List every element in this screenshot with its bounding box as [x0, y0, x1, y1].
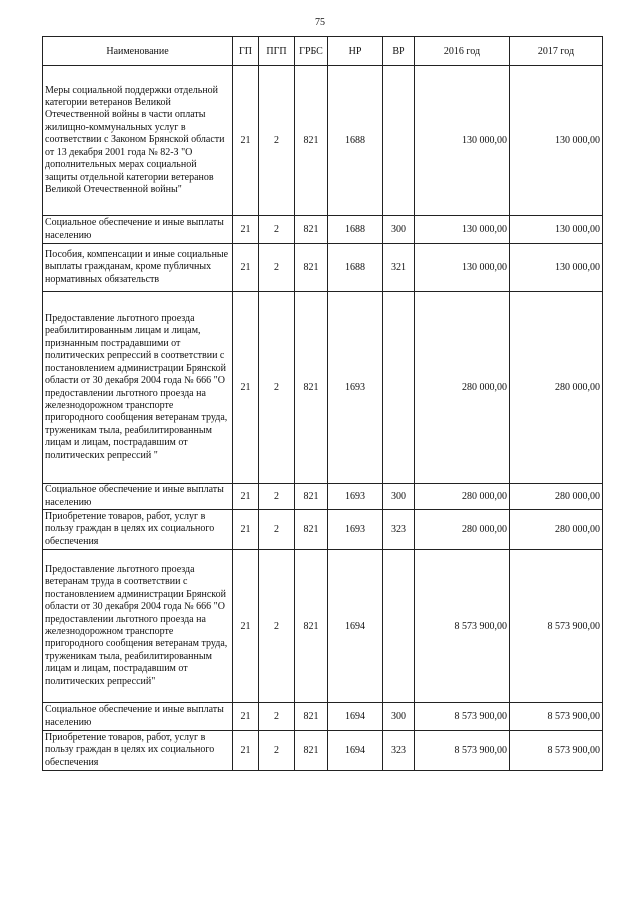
cell-nr: 1693 — [328, 510, 383, 550]
cell-2016: 130 000,00 — [415, 66, 510, 216]
cell-2016: 8 573 900,00 — [415, 731, 510, 771]
cell-vr — [383, 550, 415, 703]
cell-name: Социальное обеспечение и иные выплаты населению — [43, 216, 233, 244]
cell-ppgp: 2 — [259, 510, 295, 550]
cell-2016: 130 000,00 — [415, 216, 510, 244]
budget-table — [42, 36, 603, 771]
cell-2017: 280 000,00 — [510, 484, 603, 510]
table-row — [43, 484, 603, 510]
cell-2017: 280 000,00 — [510, 510, 603, 550]
cell-gp: 21 — [233, 292, 259, 484]
cell-nr: 1693 — [328, 484, 383, 510]
cell-2016: 280 000,00 — [415, 510, 510, 550]
cell-ppgp: 2 — [259, 484, 295, 510]
cell-gp: 21 — [233, 510, 259, 550]
header-gp: ГП — [233, 37, 259, 66]
cell-2017: 130 000,00 — [510, 244, 603, 292]
table-row — [43, 550, 603, 703]
cell-gp: 21 — [233, 484, 259, 510]
cell-2016: 8 573 900,00 — [415, 703, 510, 731]
cell-nr: 1688 — [328, 66, 383, 216]
header-name: Наименование — [43, 37, 233, 66]
cell-name: Предоставление льготного проезда ветеранам труда в соответствии с постановлением администрации Брянской области от 30 декабря 2004 года № 666 "О предоставлении льготного проезда на железнодорожном транспорте пригородного сообщения ветеранам труда, труженикам тыла, реабилитированным лицам и лицам, пострадавшим от политических репрессий" — [43, 550, 233, 703]
cell-ppgp: 2 — [259, 244, 295, 292]
cell-2017: 8 573 900,00 — [510, 731, 603, 771]
cell-nr: 1694 — [328, 550, 383, 703]
page-number: 75 — [315, 17, 325, 28]
cell-ppgp: 2 — [259, 66, 295, 216]
cell-grbs: 821 — [295, 244, 328, 292]
cell-2016: 280 000,00 — [415, 484, 510, 510]
cell-nr: 1688 — [328, 216, 383, 244]
table-row — [43, 731, 603, 771]
cell-2016: 8 573 900,00 — [415, 550, 510, 703]
cell-gp: 21 — [233, 731, 259, 771]
cell-ppgp: 2 — [259, 550, 295, 703]
cell-gp: 21 — [233, 244, 259, 292]
cell-gp: 21 — [233, 550, 259, 703]
cell-vr — [383, 292, 415, 484]
cell-vr: 300 — [383, 703, 415, 731]
cell-grbs: 821 — [295, 292, 328, 484]
cell-2016: 130 000,00 — [415, 244, 510, 292]
header-nr: НР — [328, 37, 383, 66]
cell-vr: 323 — [383, 510, 415, 550]
cell-vr: 300 — [383, 484, 415, 510]
cell-vr: 300 — [383, 216, 415, 244]
table-row — [43, 216, 603, 244]
cell-2017: 130 000,00 — [510, 66, 603, 216]
header-grbs: ГРБС — [295, 37, 328, 66]
cell-name: Пособия, компенсации и иные социальные выплаты гражданам, кроме публичных нормативных обязательств — [43, 244, 233, 292]
table-row — [43, 703, 603, 731]
cell-2017: 280 000,00 — [510, 292, 603, 484]
table-row — [43, 292, 603, 484]
cell-grbs: 821 — [295, 703, 328, 731]
header-2017: 2017 год — [510, 37, 603, 66]
cell-vr: 321 — [383, 244, 415, 292]
cell-ppgp: 2 — [259, 703, 295, 731]
cell-name: Предоставление льготного проезда реабилитированным лицам и лицам, признанным пострадавшими от политических репрессий в соответствии с постановлением администрации Брянской области от 30 декабря 2004 года № 666 "О предоставлении льготного проезда на железнодорожном транспорте пригородного сообщения ветеранам труда, труженикам тыла, реабилитированным лицам и лицам, пострадавшим от политических репрессий " — [43, 292, 233, 484]
cell-vr: 323 — [383, 731, 415, 771]
table-header-row — [43, 37, 603, 66]
cell-2017: 8 573 900,00 — [510, 550, 603, 703]
cell-ppgp: 2 — [259, 731, 295, 771]
cell-grbs: 821 — [295, 550, 328, 703]
table-row — [43, 510, 603, 550]
cell-nr: 1694 — [328, 731, 383, 771]
cell-name: Социальное обеспечение и иные выплаты населению — [43, 484, 233, 510]
cell-2017: 130 000,00 — [510, 216, 603, 244]
cell-ppgp: 2 — [259, 292, 295, 484]
cell-grbs: 821 — [295, 66, 328, 216]
cell-gp: 21 — [233, 66, 259, 216]
header-2016: 2016 год — [415, 37, 510, 66]
header-ppgp: ПГП — [259, 37, 295, 66]
table-row — [43, 244, 603, 292]
cell-nr: 1694 — [328, 703, 383, 731]
cell-name: Социальное обеспечение и иные выплаты населению — [43, 703, 233, 731]
cell-gp: 21 — [233, 703, 259, 731]
cell-grbs: 821 — [295, 731, 328, 771]
cell-name: Меры социальной поддержки отдельной категории ветеранов Великой Отечественной войны в части оплаты жилищно-коммунальных услуг в соответствии с Законом Брянской области от 13 декабря 2001 года № 82-З "О дополнительных мерах социальной защиты отдельной категории ветеранов Великой Отечественной войны" — [43, 66, 233, 216]
cell-nr: 1688 — [328, 244, 383, 292]
cell-gp: 21 — [233, 216, 259, 244]
cell-grbs: 821 — [295, 216, 328, 244]
cell-name: Приобретение товаров, работ, услуг в пользу граждан в целях их социального обеспечения — [43, 731, 233, 771]
table-row — [43, 66, 603, 216]
cell-nr: 1693 — [328, 292, 383, 484]
cell-2017: 8 573 900,00 — [510, 703, 603, 731]
cell-ppgp: 2 — [259, 216, 295, 244]
cell-2016: 280 000,00 — [415, 292, 510, 484]
cell-vr — [383, 66, 415, 216]
header-vr: ВР — [383, 37, 415, 66]
cell-name: Приобретение товаров, работ, услуг в пользу граждан в целях их социального обеспечения — [43, 510, 233, 550]
cell-grbs: 821 — [295, 484, 328, 510]
cell-grbs: 821 — [295, 510, 328, 550]
